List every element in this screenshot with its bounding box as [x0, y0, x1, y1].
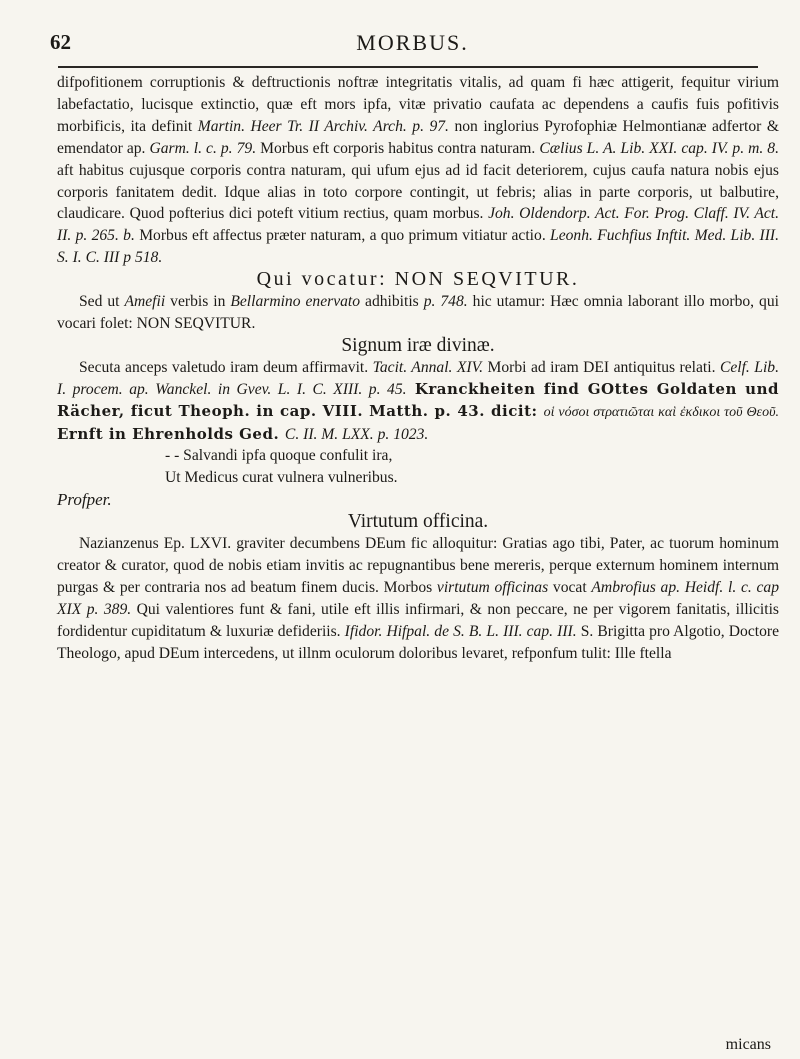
citation: Leonh. Fuchfius Inftit. Med. Lib. III. S. I. C. III p 518.	[57, 227, 780, 267]
citation: virtutum officinas	[436, 578, 549, 596]
citation: Ambrofius ap. Heidf. l. c. cap XIX p. 389.	[57, 578, 779, 618]
verse-line-1: - - Salvandi ipfa quoque confulit ira,	[165, 447, 393, 465]
header-rule	[58, 66, 758, 68]
citation: p. 748.	[423, 293, 468, 311]
section-heading-signum-irae: Signum iræ divinæ.	[341, 334, 495, 356]
catchword: micans	[725, 1036, 771, 1053]
german-text: Kranckheiten find GOttes Goldaten und Rächer, ficut Theoph. in cap. VIII. Matth. p. 43. dicit:	[57, 379, 779, 420]
section-heading-non-sequitur: Qui vocatur: NON SEQVITUR.	[256, 268, 580, 291]
paragraph-tacitus	[57, 357, 779, 446]
text-run: Secuta anceps valetudo iram deum affirmavit.	[79, 358, 373, 376]
citation: Garm. l. c. p. 79.	[149, 139, 257, 157]
text-run: Sed ut	[79, 293, 125, 311]
text-run: vocat	[548, 578, 592, 596]
citation: Amefii	[124, 293, 166, 311]
citation: Tacit. Annal. XIV.	[372, 358, 484, 376]
citation: Ifidor. Hifpal. de S. B. L. III. cap. III.	[344, 622, 577, 640]
verse-line-2: Ut Medicus curat vulnera vulneribus.	[165, 469, 398, 487]
text-run: non inglorius Pyrofophiæ Helmontianæ adfertor & emendator ap.	[57, 117, 779, 157]
text-run: Morbi ad iram DEI antiquitus relati.	[483, 358, 720, 376]
citation: Bellarmino enervato	[230, 293, 361, 311]
text-run: hic utamur: Hæc omnia laborant illo morbo, qui vocari folet: NON SEQVITUR.	[57, 293, 779, 332]
text-run: Nazianzenus Ep. LXVI. graviter decumbens DEum fic alloquitur: Gratias ago tibi, Pater, ac tuorum hominum creator & curator, quod de nobis etiam invitis ac repugnantibus bene mereris, perque externum hominem internum purgas & per contraria nos ad beatum finem ducis. Morbos	[57, 535, 779, 596]
text-run: Qui valentiores funt & fani, utile eft illis infirmari, & non peccare, ne per vigorem fanitatis, illicitis fordidentur cupiditatum & luxuriæ defideriis.	[57, 600, 779, 640]
citation: C. II. M. LXX. p. 1023.	[284, 425, 429, 443]
citation: Martin. Heer Tr. II Archiv. Arch. p. 97.	[197, 117, 449, 135]
body-text	[57, 72, 779, 664]
section-heading-virtutum-officina: Virtutum officina.	[347, 511, 489, 533]
citation: Cælius L. A. Lib. XXI. cap. IV. p. m. 8.	[539, 139, 779, 157]
text-run: verbis in	[165, 293, 231, 311]
german-text: Ernft in Ehrenholds Ged.	[57, 424, 285, 443]
text-run: Morbus eft affectus præter naturam, a quo primum vitiatur actio.	[134, 227, 551, 245]
paragraph-morbus-definition	[57, 72, 779, 269]
verse-author: Profper.	[57, 490, 112, 510]
text-run: aft habitus cujusque corporis contra naturam, qui ufum ejus ad id facit deteriorem, cujus caufa natura nobis ejus corporis fanitatem dedit. Idque alias in toto corpore contingit, ut febris; alias in parte corporis, ut balbutire, claudicare. Quod pofterius dici poteft vitium rectius, quam morbus.	[57, 161, 779, 223]
text-run: S. Brigitta pro Algotio, Doctore Theologo, apud DEum intercedens, ut illnm oculorum doloribus levaret, refponfum tulit: Ille ftella	[57, 622, 779, 662]
paragraph-amesius	[57, 291, 779, 335]
greek-text: οἱ νόσοι στρατιῶται καὶ ἐκδικοι τοῦ Θεοῦ.	[543, 404, 779, 420]
citation: Celf. Lib. I. procem. ap. Wanckel. in Gvev. L. I. C. XIII. p. 45.	[57, 358, 779, 398]
text-run: Morbus eft corporis habitus contra naturam.	[256, 139, 540, 157]
page-header	[50, 22, 775, 68]
text-run: difpofitionem corruptionis & deftructionis noftræ integritatis vitalis, ad quam fi hæc attigerit, fequitur virium labefactatio, lucisque extinctio, quæ eft mors ipfa, vitæ privatio caufata ac dependens a caufis fuis pofitivis morbificis, ita definit	[57, 74, 779, 135]
text-run: adhibitis	[360, 293, 424, 311]
paragraph-nazianzenus	[57, 533, 779, 664]
page-number: 62	[50, 30, 71, 54]
citation: Joh. Oldendorp. Act. For. Prog. Claff. IV. Act. II. p. 265. b.	[57, 205, 779, 245]
running-head: MORBUS.	[356, 30, 469, 55]
